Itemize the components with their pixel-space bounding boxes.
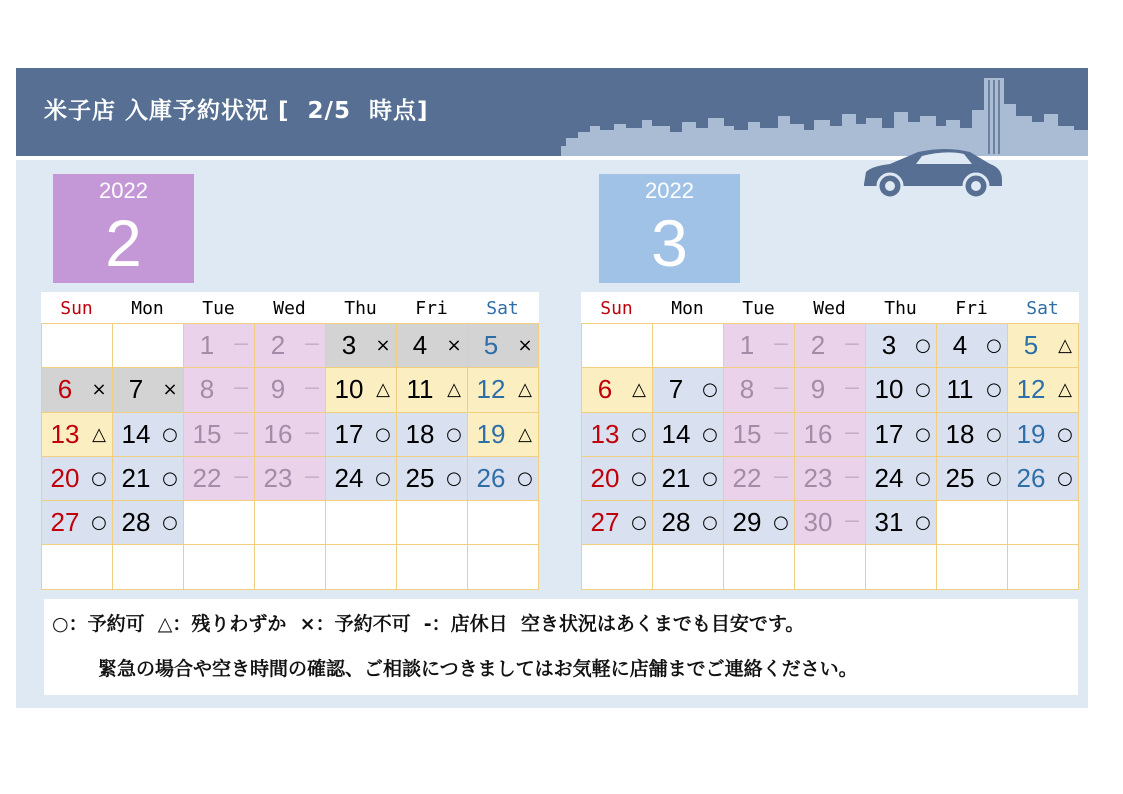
availability-mark: － bbox=[303, 379, 321, 401]
day-number: 10 bbox=[874, 374, 904, 405]
day-number: 20 bbox=[590, 462, 620, 493]
day-cell-12 bbox=[1008, 368, 1079, 412]
day-cell-21 bbox=[113, 457, 184, 501]
availability-mark: △ bbox=[92, 423, 106, 445]
availability-mark: ○ bbox=[631, 423, 647, 445]
availability-mark: ○ bbox=[915, 379, 931, 401]
day-cell-31 bbox=[866, 501, 937, 545]
availability-mark: ○ bbox=[91, 512, 107, 534]
day-number: 23 bbox=[803, 462, 833, 493]
weekday-tue: Tue bbox=[742, 298, 775, 319]
empty-cell bbox=[724, 545, 795, 589]
day-cell-12 bbox=[468, 368, 539, 412]
day-cell-19 bbox=[468, 413, 539, 457]
day-number: 22 bbox=[732, 462, 762, 493]
day-cell-28 bbox=[653, 501, 724, 545]
day-number: 8 bbox=[199, 374, 215, 405]
day-cell-20 bbox=[582, 457, 653, 501]
day-number: 17 bbox=[874, 418, 904, 449]
day-cell-11 bbox=[937, 368, 1008, 412]
day-number: 18 bbox=[405, 418, 435, 449]
availability-mark: － bbox=[843, 512, 861, 534]
empty-cell bbox=[653, 545, 724, 589]
empty-cell bbox=[113, 545, 184, 589]
availability-mark: － bbox=[843, 467, 861, 489]
empty-cell bbox=[653, 324, 724, 368]
day-cell-24 bbox=[326, 457, 397, 501]
availability-mark: △ bbox=[1058, 379, 1072, 401]
availability-mark: ○ bbox=[702, 512, 718, 534]
day-cell-25 bbox=[937, 457, 1008, 501]
availability-mark: ○ bbox=[773, 512, 789, 534]
availability-mark: － bbox=[303, 335, 321, 356]
day-cell-4 bbox=[937, 324, 1008, 368]
empty-cell bbox=[1008, 545, 1079, 589]
weekday-thu: Thu bbox=[884, 298, 917, 319]
day-cell-10 bbox=[326, 368, 397, 412]
day-cell-6 bbox=[582, 368, 653, 412]
weekday-fri: Fri bbox=[955, 298, 988, 319]
day-cell-3 bbox=[866, 324, 937, 368]
availability-mark: － bbox=[843, 379, 861, 401]
day-cell-27 bbox=[582, 501, 653, 545]
availability-mark: － bbox=[303, 467, 321, 489]
weekday-sun: Sun bbox=[600, 298, 633, 319]
day-cell-27 bbox=[42, 501, 113, 545]
reservation-card bbox=[16, 68, 1088, 708]
day-cell-1 bbox=[184, 324, 255, 368]
day-cell-1 bbox=[724, 324, 795, 368]
availability-mark: ○ bbox=[631, 467, 647, 489]
empty-cell bbox=[255, 545, 326, 589]
empty-cell bbox=[326, 545, 397, 589]
city-skyline-icon bbox=[556, 68, 1088, 156]
availability-mark: － bbox=[843, 423, 861, 445]
day-number: 26 bbox=[1016, 462, 1046, 493]
day-cell-7 bbox=[113, 368, 184, 412]
availability-mark: × bbox=[91, 379, 107, 401]
mar-month-label bbox=[599, 174, 740, 283]
availability-mark: ○ bbox=[702, 467, 718, 489]
availability-mark: － bbox=[772, 335, 790, 356]
weekday-thu: Thu bbox=[344, 298, 377, 319]
day-number: 14 bbox=[661, 418, 691, 449]
header-banner bbox=[16, 68, 1088, 156]
empty-cell bbox=[397, 501, 468, 545]
availability-mark: ○ bbox=[1057, 423, 1073, 445]
day-number: 17 bbox=[334, 418, 364, 449]
availability-mark: ○ bbox=[702, 423, 718, 445]
day-number: 27 bbox=[590, 507, 620, 538]
day-number: 6 bbox=[597, 374, 613, 405]
day-number: 14 bbox=[121, 418, 151, 449]
empty-cell bbox=[1008, 501, 1079, 545]
day-number: 4 bbox=[952, 330, 968, 360]
day-number: 7 bbox=[668, 374, 684, 405]
legend-symbols: ○：予約可 △：残りわずか ×：予約不可 -：店休日 空き状況はあくまでも目安です。 bbox=[52, 613, 805, 635]
availability-mark: × bbox=[375, 335, 391, 356]
day-number: 5 bbox=[1023, 330, 1039, 360]
availability-mark: △ bbox=[518, 379, 532, 401]
day-cell-23 bbox=[255, 457, 326, 501]
weekday-mon: Mon bbox=[671, 298, 704, 319]
day-cell-8 bbox=[184, 368, 255, 412]
availability-mark: － bbox=[843, 335, 861, 356]
day-cell-5 bbox=[468, 324, 539, 368]
day-number: 24 bbox=[334, 462, 364, 493]
feb-calendar bbox=[41, 292, 539, 590]
day-cell-9 bbox=[255, 368, 326, 412]
availability-mark: △ bbox=[1058, 335, 1072, 356]
availability-mark: ○ bbox=[162, 512, 178, 534]
day-number: 19 bbox=[1016, 418, 1046, 449]
day-cell-4 bbox=[397, 324, 468, 368]
day-cell-24 bbox=[866, 457, 937, 501]
empty-cell bbox=[468, 545, 539, 589]
availability-mark: － bbox=[303, 423, 321, 445]
availability-mark: － bbox=[772, 379, 790, 401]
day-cell-3 bbox=[326, 324, 397, 368]
day-cell-26 bbox=[1008, 457, 1079, 501]
availability-mark: ○ bbox=[986, 423, 1002, 445]
day-cell-21 bbox=[653, 457, 724, 501]
availability-mark: － bbox=[232, 423, 250, 445]
day-cell-15 bbox=[184, 413, 255, 457]
day-cell-22 bbox=[184, 457, 255, 501]
day-cell-17 bbox=[326, 413, 397, 457]
day-cell-13 bbox=[582, 413, 653, 457]
day-number: 29 bbox=[732, 507, 762, 538]
day-cell-14 bbox=[653, 413, 724, 457]
day-number: 15 bbox=[192, 418, 222, 449]
weekday-sun: Sun bbox=[60, 298, 93, 319]
empty-cell bbox=[326, 501, 397, 545]
weekday-sat: Sat bbox=[486, 298, 519, 319]
feb-year: 2022 bbox=[99, 178, 148, 203]
mar-calendar bbox=[581, 292, 1079, 590]
day-cell-17 bbox=[866, 413, 937, 457]
availability-mark: ○ bbox=[446, 423, 462, 445]
legend-note: 緊急の場合や空き時間の確認、ご相談につきましてはお気軽に店舗までご連絡ください。 bbox=[98, 658, 858, 680]
empty-cell bbox=[113, 324, 184, 368]
weekday-wed: Wed bbox=[813, 298, 846, 319]
weekday-fri: Fri bbox=[415, 298, 448, 319]
day-cell-14 bbox=[113, 413, 184, 457]
day-number: 5 bbox=[483, 330, 499, 360]
day-cell-13 bbox=[42, 413, 113, 457]
day-number: 8 bbox=[739, 374, 755, 405]
availability-mark: ○ bbox=[375, 467, 391, 489]
day-cell-2 bbox=[255, 324, 326, 368]
day-number: 18 bbox=[945, 418, 975, 449]
day-number: 22 bbox=[192, 462, 222, 493]
availability-mark: ○ bbox=[162, 467, 178, 489]
day-number: 9 bbox=[270, 374, 286, 405]
availability-mark: ○ bbox=[631, 512, 647, 534]
day-number: 30 bbox=[803, 507, 833, 538]
empty-cell bbox=[184, 545, 255, 589]
day-number: 10 bbox=[334, 374, 364, 405]
day-number: 2 bbox=[270, 330, 286, 360]
empty-cell bbox=[937, 545, 1008, 589]
day-number: 25 bbox=[945, 462, 975, 493]
day-number: 11 bbox=[946, 374, 974, 405]
empty-cell bbox=[42, 324, 113, 368]
empty-cell bbox=[937, 501, 1008, 545]
legend-box bbox=[44, 599, 1078, 695]
day-cell-23 bbox=[795, 457, 866, 501]
feb-month: 2 bbox=[105, 206, 142, 280]
weekday-sat: Sat bbox=[1026, 298, 1059, 319]
empty-cell bbox=[582, 545, 653, 589]
day-number: 12 bbox=[476, 374, 506, 405]
empty-cell bbox=[184, 501, 255, 545]
day-number: 27 bbox=[50, 507, 80, 538]
day-number: 9 bbox=[810, 374, 826, 405]
day-number: 16 bbox=[263, 418, 293, 449]
day-number: 6 bbox=[57, 374, 73, 405]
day-number: 28 bbox=[661, 507, 691, 538]
day-number: 3 bbox=[881, 330, 897, 360]
day-cell-9 bbox=[795, 368, 866, 412]
availability-mark: △ bbox=[447, 379, 461, 401]
availability-mark: × bbox=[162, 379, 178, 401]
day-cell-19 bbox=[1008, 413, 1079, 457]
day-cell-20 bbox=[42, 457, 113, 501]
empty-cell bbox=[255, 501, 326, 545]
availability-mark: ○ bbox=[1057, 467, 1073, 489]
empty-cell bbox=[468, 501, 539, 545]
weekday-wed: Wed bbox=[273, 298, 306, 319]
availability-mark: － bbox=[232, 467, 250, 489]
empty-cell bbox=[795, 545, 866, 589]
feb-month-label bbox=[53, 174, 194, 283]
day-number: 15 bbox=[732, 418, 762, 449]
availability-mark: ○ bbox=[986, 379, 1002, 401]
day-number: 21 bbox=[661, 462, 691, 493]
day-cell-29 bbox=[724, 501, 795, 545]
availability-mark: ○ bbox=[915, 512, 931, 534]
day-number: 23 bbox=[263, 462, 293, 493]
weekday-header bbox=[41, 292, 539, 323]
day-number: 28 bbox=[121, 507, 151, 538]
day-number: 13 bbox=[590, 418, 620, 449]
day-cell-10 bbox=[866, 368, 937, 412]
availability-mark: ○ bbox=[702, 379, 718, 401]
day-number: 26 bbox=[476, 462, 506, 493]
availability-mark: ○ bbox=[162, 423, 178, 445]
day-cell-30 bbox=[795, 501, 866, 545]
availability-mark: × bbox=[446, 335, 462, 356]
availability-mark: ○ bbox=[375, 423, 391, 445]
day-cell-6 bbox=[42, 368, 113, 412]
availability-mark: － bbox=[232, 379, 250, 401]
day-number: 4 bbox=[412, 330, 428, 360]
day-cell-7 bbox=[653, 368, 724, 412]
availability-mark: ○ bbox=[986, 467, 1002, 489]
day-number: 2 bbox=[810, 330, 826, 360]
empty-cell bbox=[866, 545, 937, 589]
day-number: 21 bbox=[121, 462, 151, 493]
day-number: 25 bbox=[405, 462, 435, 493]
day-cell-26 bbox=[468, 457, 539, 501]
availability-mark: ○ bbox=[986, 335, 1002, 356]
empty-cell bbox=[582, 324, 653, 368]
mar-month: 3 bbox=[651, 206, 688, 280]
day-cell-25 bbox=[397, 457, 468, 501]
day-cell-16 bbox=[795, 413, 866, 457]
day-cell-15 bbox=[724, 413, 795, 457]
availability-mark: － bbox=[772, 467, 790, 489]
day-number: 1 bbox=[739, 330, 755, 360]
day-number: 24 bbox=[874, 462, 904, 493]
day-number: 31 bbox=[874, 507, 904, 538]
day-number: 11 bbox=[406, 374, 434, 405]
day-number: 1 bbox=[199, 330, 215, 360]
day-number: 19 bbox=[476, 418, 506, 449]
day-grid bbox=[581, 323, 1079, 590]
car-icon bbox=[858, 144, 1004, 200]
day-cell-16 bbox=[255, 413, 326, 457]
availability-mark: △ bbox=[632, 379, 646, 401]
availability-mark: ○ bbox=[91, 467, 107, 489]
day-grid bbox=[41, 323, 539, 590]
day-number: 16 bbox=[803, 418, 833, 449]
availability-mark: ○ bbox=[446, 467, 462, 489]
weekday-tue: Tue bbox=[202, 298, 235, 319]
availability-mark: ○ bbox=[915, 423, 931, 445]
empty-cell bbox=[397, 545, 468, 589]
day-cell-11 bbox=[397, 368, 468, 412]
weekday-mon: Mon bbox=[131, 298, 164, 319]
availability-mark: △ bbox=[518, 423, 532, 445]
day-cell-8 bbox=[724, 368, 795, 412]
day-number: 7 bbox=[128, 374, 144, 405]
weekday-header bbox=[581, 292, 1079, 323]
day-number: 20 bbox=[50, 462, 80, 493]
day-number: 12 bbox=[1016, 374, 1046, 405]
mar-year: 2022 bbox=[645, 178, 694, 203]
availability-mark: ○ bbox=[915, 335, 931, 356]
day-cell-18 bbox=[937, 413, 1008, 457]
day-cell-28 bbox=[113, 501, 184, 545]
availability-mark: △ bbox=[376, 379, 390, 401]
day-cell-2 bbox=[795, 324, 866, 368]
day-number: 13 bbox=[50, 418, 80, 449]
empty-cell bbox=[42, 545, 113, 589]
availability-mark: × bbox=[517, 335, 533, 356]
availability-mark: ○ bbox=[517, 467, 533, 489]
day-number: 3 bbox=[341, 330, 357, 360]
availability-mark: － bbox=[772, 423, 790, 445]
day-cell-5 bbox=[1008, 324, 1079, 368]
day-cell-22 bbox=[724, 457, 795, 501]
day-cell-18 bbox=[397, 413, 468, 457]
availability-mark: ○ bbox=[915, 467, 931, 489]
availability-mark: － bbox=[232, 335, 250, 356]
page-title: 米子店 入庫予約状況 [ 2/5 時点] bbox=[44, 98, 429, 124]
